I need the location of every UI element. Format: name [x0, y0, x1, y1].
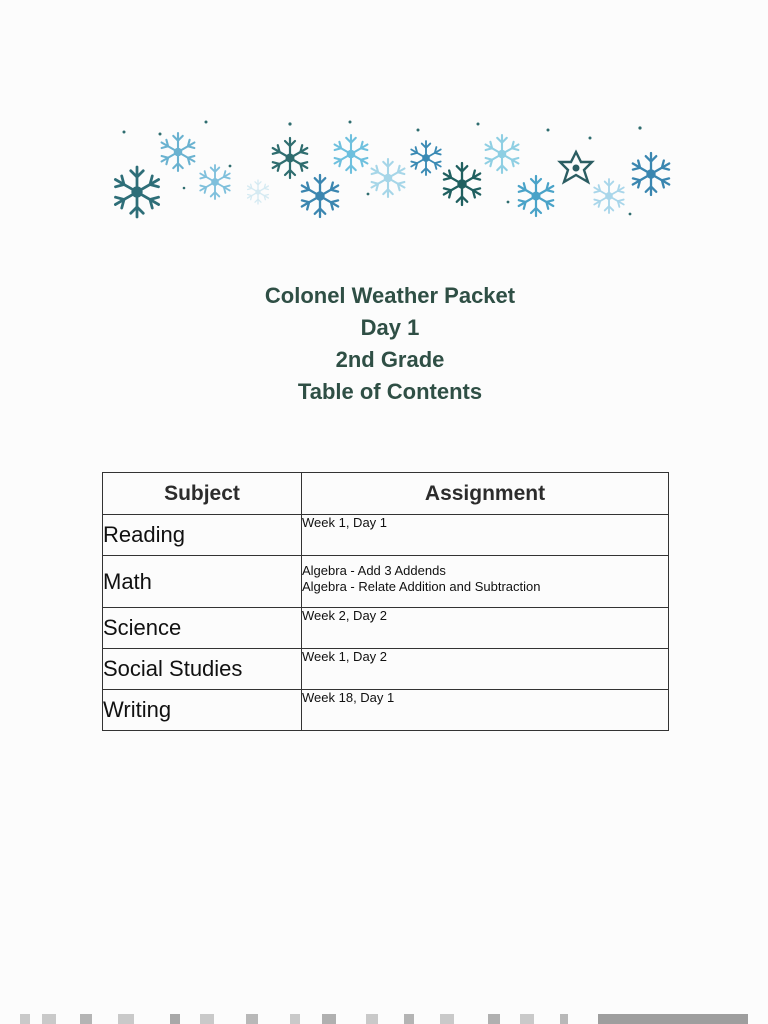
assignment-cell — [302, 556, 669, 608]
table-header-row — [103, 473, 669, 515]
subject-cell: Math — [103, 556, 302, 608]
subject-cell: Social Studies — [103, 649, 302, 690]
snowflake-icon — [411, 141, 440, 175]
snowflake-icon — [335, 135, 368, 173]
table-row — [103, 515, 669, 556]
title-line: Day 1 — [360, 315, 420, 340]
snowflake-icon — [273, 138, 308, 178]
snowflake-icon — [560, 152, 592, 182]
scan-artifact-strip — [0, 1010, 768, 1024]
assignment-line: Week 1, Day 1 — [302, 515, 388, 530]
subject-cell: Reading — [103, 515, 302, 556]
snowflake-icon — [594, 179, 623, 213]
assignment-line: Week 2, Day 2 — [302, 608, 388, 623]
table-of-contents — [102, 472, 669, 731]
snowflake-icon — [302, 175, 338, 217]
assignment-line: Algebra - Relate Addition and Subtraction — [302, 579, 541, 594]
assignment-cell — [302, 608, 669, 649]
snowflake-icon — [115, 167, 158, 217]
packet-title — [0, 280, 768, 408]
assignment-cell — [302, 515, 669, 556]
column-header-assignment: Assignment — [302, 473, 669, 515]
assignment-cell — [302, 690, 669, 731]
snowflake-icon — [519, 176, 554, 216]
assignment-line: Week 18, Day 1 — [302, 690, 395, 705]
table-row — [103, 649, 669, 690]
title-line: Table of Contents — [297, 379, 483, 404]
snowflake-icon — [248, 180, 269, 204]
title-line: Colonel Weather Packet — [264, 283, 516, 308]
snowflake-icon — [486, 135, 519, 173]
table-row — [103, 690, 669, 731]
table-row — [103, 608, 669, 649]
assignment-line: Week 1, Day 2 — [302, 649, 388, 664]
assignment-line: Algebra - Add 3 Addends — [302, 563, 446, 578]
subject-cell: Science — [103, 608, 302, 649]
subject-cell: Writing — [103, 690, 302, 731]
snowflake-icon — [444, 163, 480, 205]
title-line: 2nd Grade — [335, 347, 445, 372]
assignment-cell — [302, 649, 669, 690]
snowflake-icon — [372, 159, 405, 197]
snowflake-icon — [200, 165, 229, 199]
snowflake-icon — [162, 133, 195, 171]
table-row — [103, 556, 669, 608]
snowflake-banner — [100, 110, 680, 230]
column-header-subject: Subject — [103, 473, 302, 515]
snowflake-icon — [633, 153, 669, 195]
